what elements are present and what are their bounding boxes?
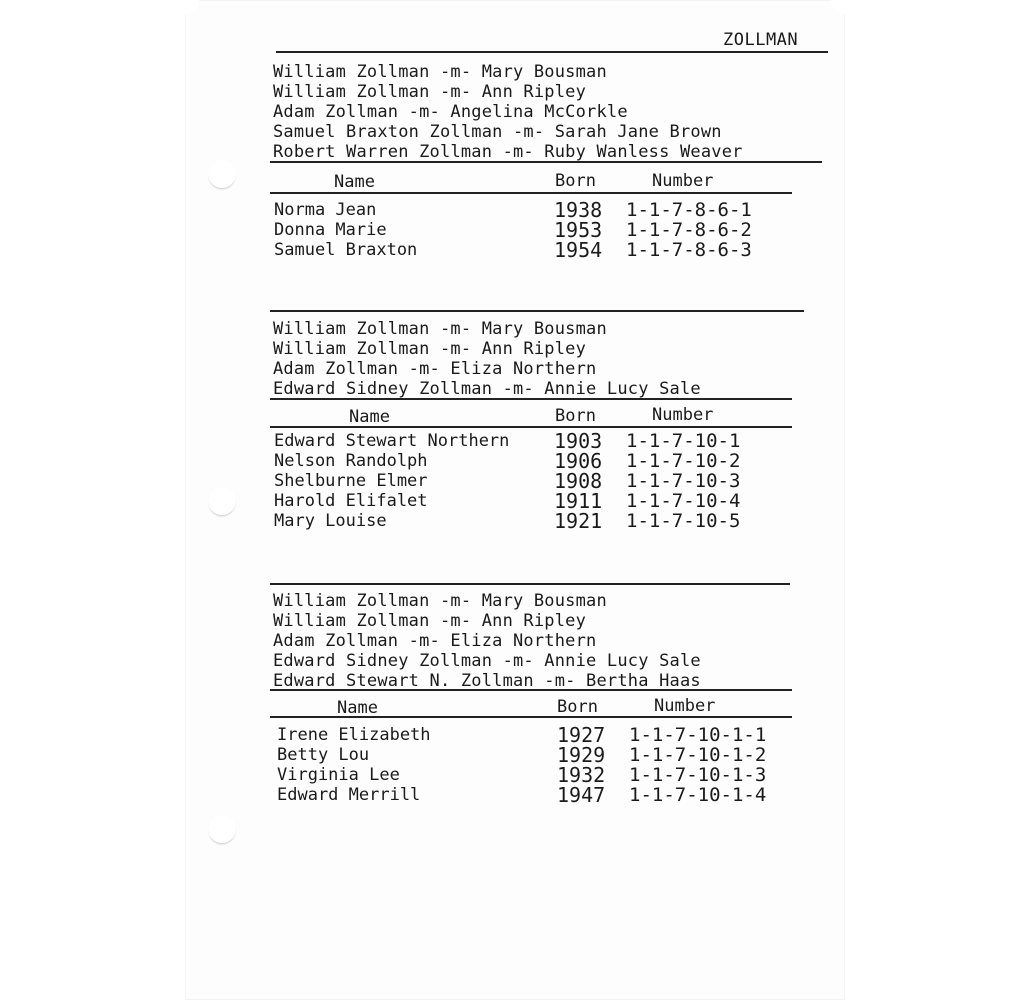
surname-heading: ZOLLMAN — [723, 30, 799, 50]
family-3-lineage — [273, 591, 701, 691]
column-header-number: Number — [652, 171, 714, 191]
child-name: Norma Jean — [274, 200, 377, 220]
divider — [270, 192, 792, 194]
lineage-line: William Zollman -m- Mary Bousman — [273, 62, 607, 82]
divider — [270, 583, 790, 585]
lineage-line: William Zollman -m- Mary Bousman — [273, 591, 607, 611]
child-number: 1-1-7-8-6-2 — [626, 219, 752, 241]
column-header-number: Number — [654, 696, 716, 716]
child-born: 1932 — [557, 763, 606, 787]
child-number: 1-1-7-10-3 — [626, 470, 741, 492]
lineage-line: Adam Zollman -m- Angelina McCorkle — [273, 102, 628, 122]
lineage-line: William Zollman -m- Ann Ripley — [273, 611, 587, 631]
child-number: 1-1-7-8-6-1 — [626, 199, 752, 221]
family-1-lineage — [273, 62, 743, 162]
child-born: 1921 — [554, 509, 603, 533]
column-header-name: Name — [349, 407, 390, 427]
divider — [270, 398, 792, 400]
column-header-born: Born — [555, 406, 596, 426]
child-number: 1-1-7-8-6-3 — [626, 239, 752, 261]
lineage-line: Adam Zollman -m- Eliza Northern — [273, 359, 597, 379]
lineage-line: Edward Sidney Zollman -m- Annie Lucy Sale — [273, 379, 701, 399]
column-header-number: Number — [652, 405, 714, 425]
child-name: Shelburne Elmer — [274, 471, 428, 491]
child-name: Irene Elizabeth — [277, 725, 431, 745]
child-name: Mary Louise — [274, 511, 387, 531]
child-number: 1-1-7-10-1-2 — [629, 744, 767, 766]
lineage-line: Edward Sidney Zollman -m- Annie Lucy Sale — [273, 651, 701, 671]
child-born: 1903 — [554, 429, 603, 453]
column-header-name: Name — [337, 698, 378, 718]
child-born: 1908 — [554, 469, 603, 493]
child-name: Virginia Lee — [277, 765, 400, 785]
child-name: Donna Marie — [274, 220, 387, 240]
child-born: 1911 — [554, 489, 603, 513]
child-number: 1-1-7-10-5 — [626, 510, 741, 532]
lineage-line: Robert Warren Zollman -m- Ruby Wanless Weaver — [273, 142, 743, 162]
divider — [270, 716, 792, 718]
child-name: Samuel Braxton — [274, 240, 418, 260]
child-born: 1929 — [557, 743, 606, 767]
child-number: 1-1-7-10-1-4 — [629, 784, 767, 806]
lineage-line: Samuel Braxton Zollman -m- Sarah Jane Brown — [273, 122, 722, 142]
lineage-line: Adam Zollman -m- Eliza Northern — [273, 631, 597, 651]
child-number: 1-1-7-10-1-3 — [629, 764, 767, 786]
family-2-lineage — [273, 319, 701, 399]
divider — [270, 161, 822, 163]
divider — [270, 310, 804, 312]
child-born: 1954 — [554, 238, 603, 262]
child-born: 1927 — [557, 723, 606, 747]
child-name: Edward Stewart Northern — [274, 431, 510, 451]
column-header-born: Born — [557, 697, 598, 717]
child-born: 1947 — [557, 783, 606, 807]
child-name: Edward Merrill — [277, 785, 421, 805]
divider — [276, 51, 828, 53]
child-number: 1-1-7-10-1-1 — [629, 724, 767, 746]
divider — [270, 689, 792, 691]
child-number: 1-1-7-10-4 — [626, 490, 741, 512]
lineage-line: Edward Stewart N. Zollman -m- Bertha Haas — [273, 671, 701, 691]
child-born: 1953 — [554, 218, 603, 242]
child-name: Harold Elifalet — [274, 491, 428, 511]
child-number: 1-1-7-10-2 — [626, 450, 741, 472]
column-header-name: Name — [334, 172, 375, 192]
child-born: 1906 — [554, 449, 603, 473]
divider — [270, 426, 792, 428]
child-name: Nelson Randolph — [274, 451, 428, 471]
lineage-line: William Zollman -m- Ann Ripley — [273, 339, 587, 359]
lineage-line: William Zollman -m- Ann Ripley — [273, 82, 587, 102]
lineage-line: William Zollman -m- Mary Bousman — [273, 319, 607, 339]
child-name: Betty Lou — [277, 745, 370, 765]
column-header-born: Born — [555, 171, 596, 191]
child-born: 1938 — [554, 198, 603, 222]
child-number: 1-1-7-10-1 — [626, 430, 741, 452]
